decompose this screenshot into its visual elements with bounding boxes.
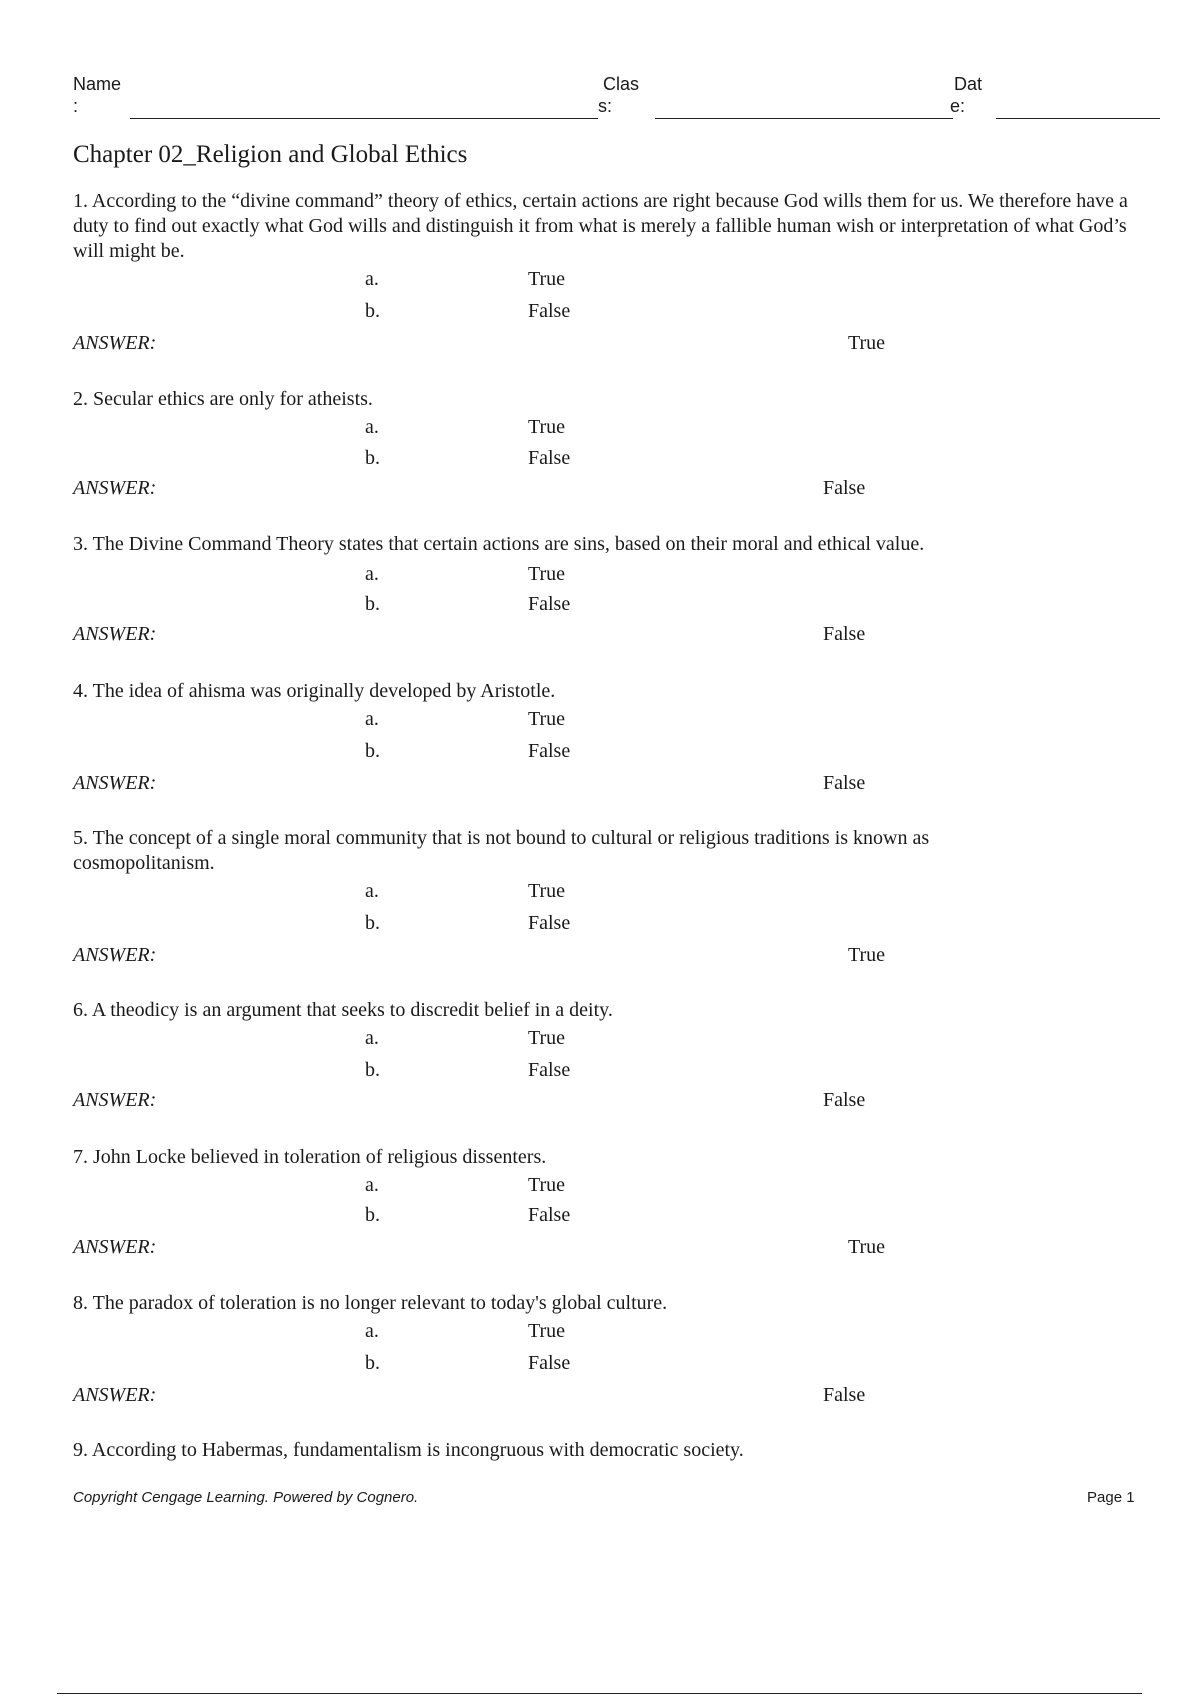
option-b-letter: b. — [365, 912, 380, 934]
chapter-title: Chapter 02_Religion and Global Ethics — [73, 141, 468, 168]
question-3 — [73, 532, 1143, 645]
answer-label: ANSWER: — [73, 332, 157, 354]
option-a-letter: a. — [365, 880, 379, 902]
option-a-letter: a. — [365, 708, 379, 730]
option-a-letter: a. — [365, 1320, 379, 1342]
option-b-letter: b. — [365, 1059, 380, 1081]
date-colon: e: — [950, 96, 966, 116]
name-underline[interactable] — [130, 118, 598, 119]
option-b-text[interactable]: False — [528, 447, 571, 469]
class-colon: s: — [598, 96, 613, 116]
question-text: 6. A theodicy is an argument that seeks to discredit belief in a deity. — [73, 999, 613, 1021]
answer-value: False — [823, 1089, 866, 1111]
name-colon: : — [73, 96, 79, 116]
option-b-text[interactable]: False — [528, 1059, 571, 1081]
answer-value: False — [823, 623, 866, 645]
answer-label: ANSWER: — [73, 477, 157, 499]
option-b-text[interactable]: False — [528, 593, 571, 615]
option-a-letter: a. — [365, 1027, 379, 1049]
option-a-text[interactable]: True — [528, 708, 566, 730]
question-1 — [73, 189, 1143, 354]
answer-value: True — [848, 1236, 886, 1258]
answer-value: True — [848, 332, 886, 354]
answer-label: ANSWER: — [73, 1089, 157, 1111]
answer-label: ANSWER: — [73, 623, 157, 645]
question-2 — [73, 387, 1143, 499]
answer-label: ANSWER: — [73, 772, 157, 794]
option-a-letter: a. — [365, 1174, 379, 1196]
class-underline[interactable] — [655, 118, 953, 119]
option-a-text[interactable]: True — [528, 563, 566, 585]
question-text: 7. John Locke believed in toleration of religious dissenters. — [73, 1146, 547, 1168]
date-field-label — [950, 73, 982, 117]
option-a-text[interactable]: True — [528, 880, 566, 902]
class-field-label — [598, 73, 639, 117]
answer-value: True — [848, 944, 886, 966]
question-text: 2. Secular ethics are only for atheists. — [73, 388, 373, 410]
option-b-text[interactable]: False — [528, 740, 571, 762]
answer-label: ANSWER: — [73, 1236, 157, 1258]
answer-label: ANSWER: — [73, 1384, 157, 1406]
question-6 — [73, 998, 1143, 1111]
answer-value: False — [823, 1384, 866, 1406]
option-b-text[interactable]: False — [528, 1204, 571, 1226]
question-text: 1. According to the “divine command” theory of ethics, certain actions are right because God wills them for us. We therefore have a duty to find out exactly what God wills and distinguish it from what is merely a fallible human wish or interpretation of what God’s will might be. — [73, 190, 1128, 262]
bottom-rule — [57, 1693, 1142, 1694]
option-a-text[interactable]: True — [528, 1027, 566, 1049]
option-a-text[interactable]: True — [528, 1320, 566, 1342]
option-b-letter: b. — [365, 300, 380, 322]
option-a-text[interactable]: True — [528, 1174, 566, 1196]
option-a-text[interactable]: True — [528, 268, 566, 290]
question-text: 3. The Divine Command Theory states that certain actions are sins, based on their moral and ethical value. — [73, 533, 925, 555]
answer-label: ANSWER: — [73, 944, 157, 966]
option-b-letter: b. — [365, 1352, 380, 1374]
question-text: 5. The concept of a single moral community that is not bound to cultural or religious traditions is known as cosmopolitanism. — [73, 827, 930, 874]
question-text: 4. The idea of ahisma was originally developed by Aristotle. — [73, 680, 556, 702]
answer-value: False — [823, 477, 866, 499]
question-9 — [73, 1438, 1143, 1463]
option-a-letter: a. — [365, 416, 379, 438]
question-text: 8. The paradox of toleration is no longer relevant to today's global culture. — [73, 1292, 668, 1314]
option-b-letter: b. — [365, 593, 380, 615]
option-a-text[interactable]: True — [528, 416, 566, 438]
option-b-text[interactable]: False — [528, 300, 571, 322]
class-label: Clas — [603, 74, 640, 94]
answer-value: False — [823, 772, 866, 794]
date-label: Dat — [954, 74, 983, 94]
name-field-label — [73, 73, 121, 117]
option-b-text[interactable]: False — [528, 1352, 571, 1374]
option-b-text[interactable]: False — [528, 912, 571, 934]
option-b-letter: b. — [365, 740, 380, 762]
page-number: Page 1 — [1087, 1489, 1135, 1506]
date-underline[interactable] — [996, 118, 1160, 119]
question-5 — [73, 826, 1143, 966]
option-b-letter: b. — [365, 1204, 380, 1226]
name-label: Name — [73, 74, 122, 94]
question-8 — [73, 1291, 1143, 1406]
copyright-text: Copyright Cengage Learning. Powered by Cognero. — [73, 1489, 419, 1506]
question-7 — [73, 1145, 1143, 1258]
question-text: 9. According to Habermas, fundamentalism is incongruous with democratic society. — [73, 1439, 744, 1461]
option-a-letter: a. — [365, 563, 379, 585]
question-4 — [73, 679, 1143, 794]
option-a-letter: a. — [365, 268, 379, 290]
option-b-letter: b. — [365, 447, 380, 469]
